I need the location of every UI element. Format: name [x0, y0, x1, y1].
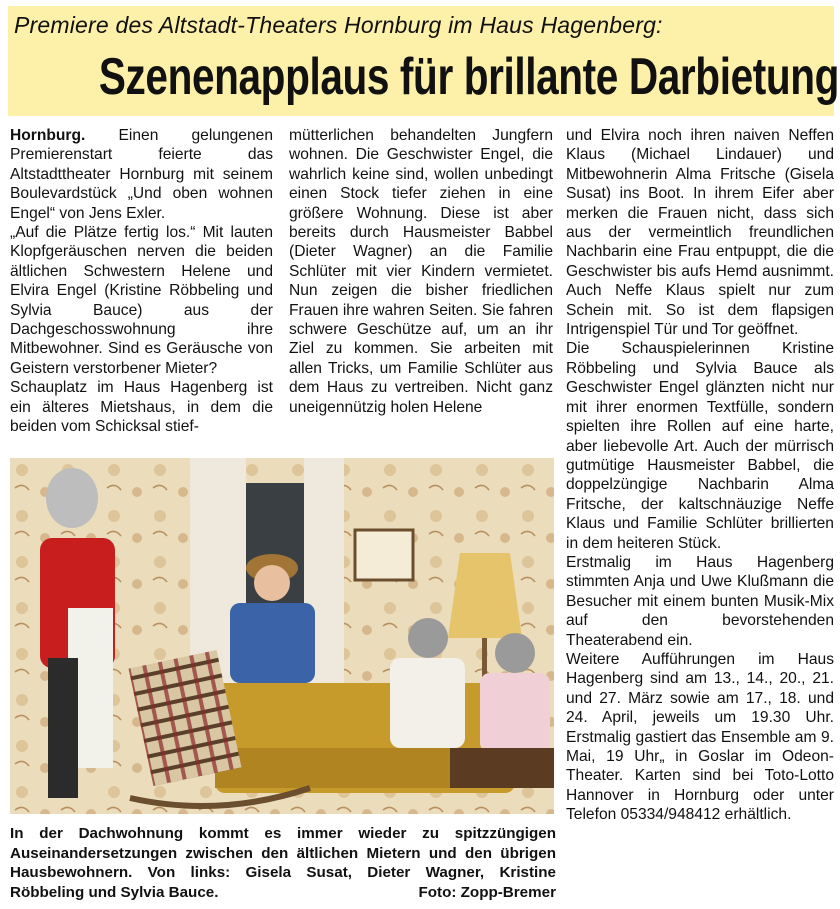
paragraph: mütterlichen behandelten Jungfern wohnen. Die Geschwister Engel, die wahrlich keine sind, wollen unbedingt einen Stock tiefer ziehen in eine größere Wohnung. Diese ist aber bereits durch Hausmeister Babbel (Dieter Wagner) an die Familie Schlüter mit vier Kindern vermietet. Nun zeigen die bisher friedlichen Frauen ihre wahren Seiten. Sie fahren schwere Geschütze auf, um an ihr Ziel zu kommen. Sie arbeiten mit allen Tricks, um Familie Schlüter aus dem Haus zu vertreiben. Nicht ganz uneigennützig holen Helene: [289, 127, 553, 416]
paragraph: „Auf die Plätze fertig los.“ Mit lauten Klopfgeräuschen nerven die beiden ältlichen Schwestern Helene und Elvira Engel (Kristine Röbbeling und Sylvia Bauce) aus der Dachgeschosswohnung ihre Mitbewohner. Sind es Geräusche von Geistern verstorbener Mieter?: [10, 224, 273, 377]
paragraph: Weitere Aufführungen im Haus Hagenberg sind am 13., 14., 20., 21. und 27. März sowie am 17., 18. und 24. April, jeweils um 19.30 Uhr. Erstmalig gastiert das Ensemble am 9. Mai, 19 Uhr„ in Goslar im Odeon-Theater. Karten sind bei Toto-Lotto Hannover in Hornburg oder unter Telefon 05334/948412 erhältlich.: [566, 650, 834, 824]
article-column-2: [289, 126, 553, 446]
headline: Szenenapplaus für brillante Darbietung: [98, 48, 840, 106]
dateline: Hornburg.: [10, 127, 86, 144]
article-column-3: [566, 126, 834, 901]
photo-credit: Foto: Zopp-Bremer: [418, 883, 556, 901]
headline-banner: [8, 6, 840, 116]
article-column-1: [10, 126, 273, 446]
paragraph: Schauplatz im Haus Hagenberg ist ein älteres Mietshaus, in dem die beiden vom Schicksal stief-: [10, 379, 273, 436]
photo-caption: [10, 824, 556, 902]
paragraph: [10, 126, 273, 223]
stage-photo: [10, 458, 554, 814]
stage-photo-illustration: [10, 458, 554, 814]
paragraph-text: Einen gelungenen Premierenstart feierte das Altstadttheater Hornburg mit seinem Boulevardstück „Und oben wohnen Engel“ von Jens Exler.: [10, 127, 273, 222]
paragraph: Die Schauspielerinnen Kristine Röbbeling und Sylvia Bauce als Geschwister Engel glänzten nicht nur mit ihrer enormen Textfülle, sondern spielten ihre Rollen auf eine harte, aber liebevolle Art. Auch der mürrisch gutmütige Hausmeister Babbel, die doppelzüngige Nachbarin Alma Fritsche, der kaltschnäuzige Neffe Klaus und Familie Schlüter brillierten in dem heiteren Stück.: [566, 340, 834, 552]
paragraph: und Elvira noch ihren naiven Neffen Klaus (Michael Lindauer) und Mitbewohnerin Alma Fritsche (Gisela Susat) ins Boot. In ihrem Eifer aber merken die Frauen nicht, dass sich aus der vermeintlich freundlichen Nachbarin eine Frau entpuppt, die die Geschwister bis aufs Hemd ausnimmt. Auch Neffe Klaus spielt nur zum Schein mit. So ist dem flapsigen Intrigenspiel Tür und Tor geöffnet.: [566, 127, 834, 339]
kicker: Premiere des Altstadt-Theaters Hornburg im Haus Hagenberg:: [14, 12, 663, 38]
caption-text: In der Dachwohnung kommt es immer wieder zu spitzzüngigen Auseinandersetzungen zwischen den ältlichen Mietern und den übrigen Hausbewohnern. Von links: Gisela Susat, Dieter Wagner, Kristine Röbbeling und Sylvia Bauce.: [10, 825, 556, 901]
paragraph: Erstmalig im Haus Hagenberg stimmten Anja und Uwe Klußmann die Besucher mit einem bunten Musik-Mix auf den bevorstehenden Theaterabend ein.: [566, 553, 834, 649]
